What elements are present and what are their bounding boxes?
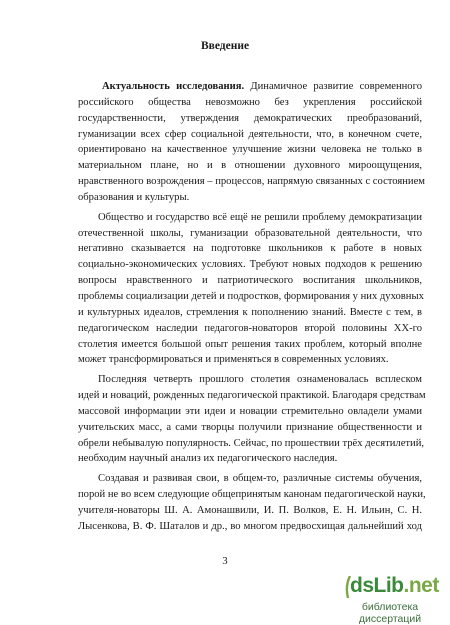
paragraph-line: идей и новаций, рожденных педагогической практикой. Благодаря средствам — [78, 390, 426, 402]
paragraph-line: материальном плане, но и в отношении духовного мироощущения, — [78, 160, 422, 172]
paragraph-line: массовой информации эти идеи и новации стремительно овладели умами — [78, 405, 422, 417]
paragraph-line: Общество и государство всё ещё не решили проблему демократизации — [98, 211, 422, 223]
paragraph-line: учительских масс, а сами творцы получили признание общественности и — [78, 421, 422, 433]
paragraph-line: гуманизации всех сфер социальной деятельности, что, в конечном счете, — [78, 128, 422, 140]
paragraph-line: учителя-новаторы Ш. А. Амонашвили, И. П. Волков, Е. Н. Ильин, С. Н. — [78, 504, 422, 516]
section-lead: Актуальность исследования. — [102, 81, 245, 92]
paragraph-line: Лысенкова, В. Ф. Шаталов и др., во многом предвосхищая дальнейший ход — [78, 520, 422, 532]
paragraph-line: российского общества невозможно без укрепления российской — [78, 96, 422, 108]
paragraph-2 — [78, 210, 422, 368]
watermark-logo — [330, 574, 450, 625]
paragraph-line: социально-экономических условиях. Требуют новых подходов к решению — [78, 259, 422, 271]
paragraph-line: может трансформироваться и применяться в современных условиях. — [78, 354, 389, 366]
paragraph-line: Создавая и развивая свои, в общем-то, различные системы обучения, — [98, 473, 422, 485]
paragraph-line: вопросы нравственного и патриотического воспитания школьников, — [78, 275, 422, 287]
paragraph-line: порой не во всем следующие общепринятым канонам педагогической науки, — [78, 489, 426, 501]
paragraph-line: негативно сказывается на подготовке школьников к работе в новых — [78, 243, 422, 255]
page-number: 3 — [222, 556, 228, 567]
paragraph-line: ориентировано на качественное улучшение жизни человека не только в — [78, 144, 422, 156]
paragraph-line: проблемы социализации детей и подростков, формирования у них духовных — [78, 290, 424, 302]
paragraph-line: и культурных идеалов, стремления к пополнению знаний. Вместе с тем, в — [78, 306, 422, 318]
paragraph-line: отечественной школы, гуманизации образовательной деятельности, что — [78, 227, 422, 239]
paragraph-line: государственности, утверждения демократических преобразований, — [78, 112, 422, 124]
page-title: Введение — [200, 40, 250, 52]
watermark-subtitle: библиотека диссертаций — [358, 601, 422, 625]
paragraph-line: нравственного возрождения – процессов, напрямую связанных с состоянием — [78, 176, 425, 188]
paragraph-line: столетия имеется большой опыт решения таких проблем, который вполне — [78, 338, 422, 350]
paragraph-line: обрели небывалую популярность. Сейчас, по прошествии трёх десятилетий, — [78, 437, 425, 449]
paragraph-1 — [78, 95, 425, 206]
paragraph-4 — [78, 471, 426, 534]
paragraph-line: Актуальность исследования. Динамичное развитие современного — [102, 81, 422, 92]
document-body — [78, 79, 426, 535]
paragraph-line: образования и культуры. — [78, 191, 190, 203]
watermark-logo-text: dsLib.net — [350, 574, 439, 597]
paragraph-3 — [78, 372, 426, 467]
paragraph-line: необходим научный анализ их педагогического наследия. — [78, 453, 338, 465]
paragraph-line: Последняя четверть прошлого столетия ознаменовалась всплеском — [98, 374, 422, 386]
paragraph-line: педагогическом наследии педагогов-новаторов второй половины XX-го — [78, 322, 422, 334]
